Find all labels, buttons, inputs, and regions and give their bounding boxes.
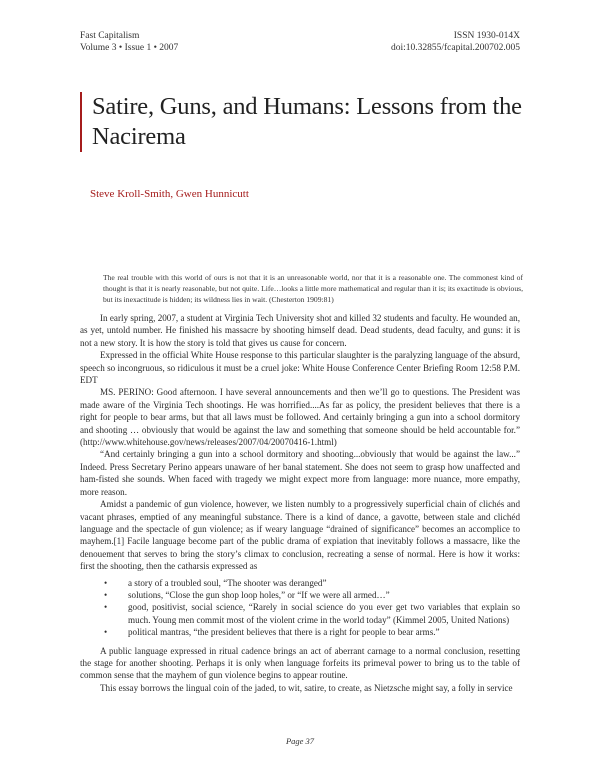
paragraph-2: Expressed in the official White House response to this particular slaughter is the paralyzing language of the absurd, speech so incongruous, so ridiculous it must be a cruel joke: White House Conference Center Briefing Room 12:58 P.M. EDT — [80, 350, 520, 386]
list-item — [104, 601, 520, 626]
paragraph-4: “And certainly bringing a gun into a school dormitory and shooting...obviously that would be against the law...” Indeed. Press Secretary Perino appears unaware of her banal statement. She does not seem to grasp how unaffected and ham-fisted she sounds. When faced with tragedy we might expect more from language: more nuance, more empathy, more reason. — [80, 449, 520, 497]
epigraph: The real trouble with this world of ours is not that it is an unreasonable world, nor that it is a reasonable one. The commonest kind of thought is that it is nearly reasonable, but not quite. Life…looks a little more mathematical and regular than it is; its exactitude is obvious, but its inexactitude is hidden; its wildness lies in wait. (Chesterton 1909:81) — [103, 273, 523, 304]
paragraph-5: Amidst a pandemic of gun violence, however, we listen numbly to a progressively superficial chain of clichés and vacant phrases, emptied of any meaningful substance. There is a kind of dance, a gavotte, between stale and clichéd language and the spectacle of gun violence; as if weary language “drained of significance” becomes an accomplice to mayhem.[1] Facile language become part of the public drama of expiation that inevitably follows a massacre, like the denouement that serves to bring the story’s climax to conclusion, recreating a sense of normal. Here is how it works: first the shooting, then the catharsis expressed as — [80, 499, 520, 572]
issn: ISSN 1930-014X — [453, 31, 520, 41]
journal-header — [80, 30, 178, 54]
article-authors: Steve Kroll-Smith, Gwen Hunnicutt — [90, 188, 249, 200]
bullet-icon: • — [104, 577, 108, 588]
list-item-text: political mantras, “the president believes that there is a right for people to bear arms.” — [128, 627, 440, 638]
list-item-text: solutions, “Close the gun shop loop holes,” or “If we were all armed…” — [128, 589, 390, 600]
journal-name: Fast Capitalism — [80, 31, 140, 41]
paragraph-3: MS. PERINO: Good afternoon. I have several announcements and then we’ll go to questions. The President was made aware of the Virginia Tech shootings. He was horrified....As far as policy, the president believes that there is a right for people to bear arms, but that all laws must be followed. And certainly bringing a gun into a school dormitory and shooting … obviously that would be against the law and something that someone should be held accountable for.” (http://www.whitehouse.gov/news/releases/2007/04/20070416-1.html) — [80, 387, 520, 448]
list-item-text: a story of a troubled soul, “The shooter was deranged” — [128, 577, 327, 588]
paragraph-1: In early spring, 2007, a student at Virginia Tech University shot and killed 32 students and faculty. He wounded an, as yet, untold number. He finished his massacre by shooting himself dead. Dead students, dead faculty, and guns: it is not a new story. It is how the story is told that gives us cause for concern. — [80, 313, 520, 348]
issn-header — [391, 30, 520, 54]
title-block — [80, 92, 532, 152]
journal-volume: Volume 3 • Issue 1 • 2007 — [80, 43, 179, 53]
bullet-list — [80, 577, 520, 639]
list-item — [104, 626, 520, 638]
bullet-icon: • — [104, 627, 108, 638]
page-number: Page 37 — [285, 736, 315, 746]
bullet-icon: • — [104, 589, 108, 600]
list-item-text: good, positivist, social science, “Rarely in social science do you ever get two variables that explain so much. Young men commit most of the violent crime in the world today” (Kimmel 2005, United Nations) — [128, 602, 520, 625]
paragraph-6: A public language expressed in ritual cadence brings an act of aberrant carnage to a normal conclusion, resetting the stage for another shooting. Perhaps it is only when language forfeits its primeval power to bring us to the table of common sense that the mayhem of gun violence begins to appear routine. — [80, 645, 520, 681]
article-body — [80, 312, 520, 694]
bullet-icon: • — [104, 602, 108, 613]
list-item — [104, 577, 520, 589]
paragraph-7: This essay borrows the lingual coin of the jaded, to wit, satire, to create, as Nietzsche might say, a folly in service — [100, 682, 513, 693]
list-item — [104, 589, 520, 601]
doi: doi:10.32855/fcapital.200702.005 — [390, 43, 520, 53]
article-title: Satire, Guns, and Humans: Lessons from the Nacirema — [92, 93, 522, 150]
